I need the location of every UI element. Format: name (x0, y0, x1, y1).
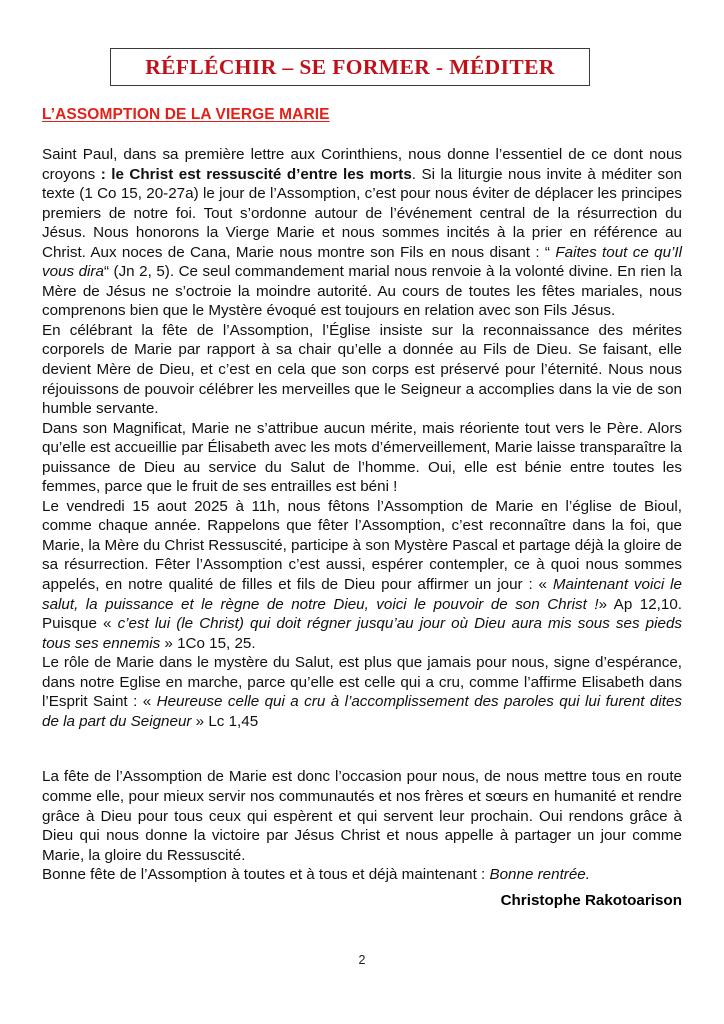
paragraph-1-bold-phrase: : le Christ est ressuscité d’entre les morts (100, 165, 412, 183)
paragraph-1 (42, 145, 682, 321)
paragraph-7 (42, 865, 682, 885)
paragraph-5-part-a: Le rôle de Marie dans le mystère du Salut, est plus que jamais pour nous, signe d’espérance, dans notre Eglise en marche, parce qu’elle est celle qui a cru, comme l’affirme Elisabeth dans l’Esprit Saint : « (42, 654, 682, 711)
banner-title-text: RÉFLÉCHIR – SE FORMER - MÉDITER (145, 54, 555, 79)
paragraph-3: Dans son Magnificat, Marie ne s’attribue aucun mérite, mais réoriente tout vers le Père. Alors qu’elle est accueillie par Élisabeth avec les mots d’émerveillement, Marie laisse transparaître la puissance de Dieu au service du Salut de l’homme. Oui, elle est bénie entre toutes les femmes, parce que le fruit de ses entrailles est béni ! (42, 419, 682, 496)
page-number: 2 (358, 953, 366, 967)
paragraph-1-part-b: . Si la liturgie nous invite à méditer son texte (1 Co 15, 20-27a) le jour de l’Assomption, c’est pour nous éviter de déplacer les principes premiers de notre foi. Tout s’ordonne autour de l’événement central de la résurrection du Jésus. Nous honorons la Vierge Marie et nous sommes incités à la prier en référence au Christ. Aux noces de Cana, Marie nous montre son Fils en nous disant : “ (42, 165, 682, 261)
paragraph-5-italic-quote: Heureuse celle qui a cru à l’accomplissement des paroles qui lui furent dites de la part du Seigneur (42, 693, 683, 730)
paragraph-4-part-a: Le vendredi 15 aout 2025 à 11h, nous fêtons l’Assomption de Marie en l’église de Bioul, comme chaque année. Rappelons que fêter l’Assomption, c’est reconnaître dans la foi, que Marie, la Mère du Christ Ressuscité, participe à son Mystère Pascal et partage déjà la gloire de sa résurrection. Fêter l’Assomption c’est aussi, espérer contempler, ce à quoi nous sommes appelés, en notre qualité de filles et fils de Dieu pour affirmer un jour : « (42, 497, 682, 594)
paragraph-6: La fête de l’Assomption de Marie est donc l’occasion pour nous, de nous mettre tous en route comme elle, pour mieux servir nos communautés et nos frères et sœurs en humanité et rendre grâce à Dieu pour tous ceux qui espèrent et qui servent leur prochain. Oui rendons grâce à Dieu qui nous donne la victoire par Jésus Christ et nous appelle à partager un jour comme Marie, la gloire du Ressuscité. (42, 768, 682, 864)
paragraph-4-italic-quote-1: Maintenant voici le salut, la puissance et le règne de notre Dieu, voici le pouvoir de son Christ ! (42, 576, 682, 613)
paragraph-4-part-c: » 1Co 15, 25. (160, 634, 256, 652)
paragraph-4 (42, 497, 682, 653)
title-banner (110, 48, 590, 86)
body-text-column (42, 145, 682, 910)
paragraph-7-italic-phrase: Bonne rentrée. (489, 866, 590, 884)
paragraph-gap (42, 731, 682, 767)
paragraph-4-italic-quote-2: c’est lui (le Christ) qui doit régner jusqu’au jour où Dieu aura mis sous ses pieds tous ses ennemis (42, 615, 682, 652)
paragraph-5 (42, 653, 682, 731)
paragraph-1-italic-quote: Faites tout ce qu’Il vous dira (42, 243, 682, 281)
paragraph-1-part-c: “ (Jn 2, 5). Ce seul commandement marial nous renvoie à la volonté divine. En rien la Mère de Jésus ne s’octroie la moindre autorité. Au cours de toutes les fêtes mariales, nous comprenons bien que le Mystère évoqué est toujours en relation avec son Fils Jésus. (42, 263, 682, 320)
paragraph-5-part-b: » Lc 1,45 (191, 712, 259, 730)
paragraph-4-part-b: » Ap 12,10. Puisque « (42, 595, 682, 633)
author-signature: Christophe Rakotoarison (500, 891, 682, 909)
section-heading: L’ASSOMPTION DE LA VIERGE MARIE (42, 106, 330, 123)
paragraph-2: En célébrant la fête de l’Assomption, l’Église insiste sur la reconnaissance des mérites corporels de Marie par rapport à sa chair qu’elle a donnée au Fils de Dieu. Se faisant, elle devient Mère de Dieu, et c’est en cela que son corps est préservé pour l’éternité. Nous nous réjouissons de pouvoir célébrer les merveilles que le Seigneur a accomplies dans la vie de son humble servante. (42, 321, 682, 418)
paragraph-7-part-a: Bonne fête de l’Assomption à toutes et à tous et déjà maintenant : (42, 866, 490, 884)
paragraph-1-part-a: Saint Paul, dans sa première lettre aux Corinthiens, nous donne l’essentiel de ce dont nous croyons (42, 146, 682, 183)
